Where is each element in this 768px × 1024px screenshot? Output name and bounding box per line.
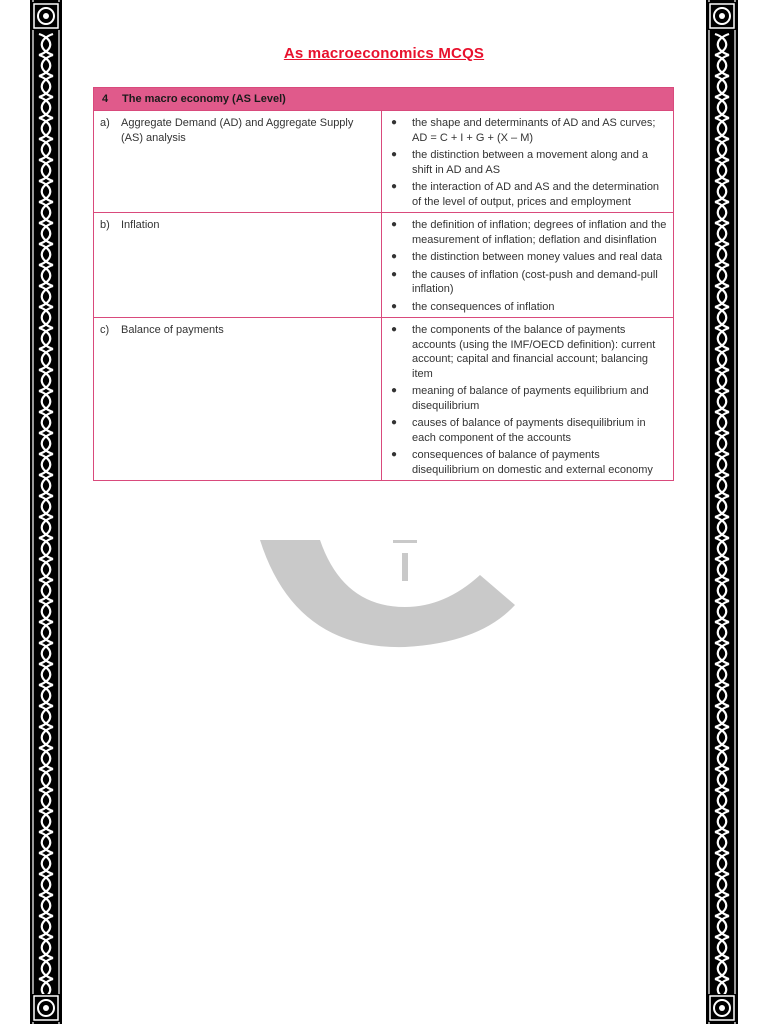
bullet-icon: ● [391, 324, 398, 335]
section-title: The macro economy (AS Level) [122, 93, 286, 105]
bullet-icon: ● [391, 385, 398, 396]
list-item-text: the distinction between money values and real data [412, 251, 663, 263]
topic-cell [94, 318, 382, 481]
list-item [388, 148, 667, 177]
bullet-icon: ● [391, 417, 398, 428]
list-item [388, 268, 667, 297]
points-cell [382, 111, 674, 213]
points-cell [382, 213, 674, 318]
list-item [388, 116, 667, 145]
list-item-text: the definition of inflation; degrees of inflation and the measurement of inflation; deflation and disinflation [412, 219, 667, 246]
list-item [388, 218, 667, 247]
list-item-text: the consequences of inflation [412, 300, 555, 313]
topic-letter: c) [100, 324, 110, 336]
table-row [94, 318, 674, 481]
list-item-text: the interaction of AD and AS and the determination of the level of output, prices and employment [412, 181, 660, 208]
bullet-icon: ● [391, 449, 398, 460]
section-header [94, 88, 674, 111]
right-chain-border [706, 0, 738, 1024]
topic-title: Balance of payments [121, 324, 224, 336]
section-number: 4 [102, 93, 109, 105]
bullet-icon: ● [391, 149, 398, 160]
bullet-icon: ● [391, 181, 398, 192]
topic-letter: a) [100, 117, 110, 129]
bullet-icon: ● [391, 300, 398, 312]
bullet-list [388, 116, 667, 209]
list-item-text: consequences of balance of payments disequilibrium on domestic and external economy [412, 449, 653, 476]
topic-cell [94, 111, 382, 213]
watermark-logo [255, 535, 520, 655]
list-item [388, 448, 667, 477]
topic-title: Inflation [121, 219, 160, 231]
bullet-icon: ● [391, 268, 398, 280]
list-item [388, 250, 667, 265]
table-row [94, 213, 674, 318]
list-item [388, 323, 667, 381]
list-item-text: the shape and determinants of AD and AS curves; AD = C + I + G + (X – M) [412, 117, 656, 144]
table-row [94, 111, 674, 213]
list-item-text: meaning of balance of payments equilibrium and disequilibrium [412, 385, 649, 412]
points-cell [382, 318, 674, 481]
list-item [388, 180, 667, 209]
topic-title: Aggregate Demand (AD) and Aggregate Supply (AS) analysis [121, 117, 354, 144]
topic-letter: b) [100, 219, 110, 231]
list-item-text: the causes of inflation (cost-push and demand-pull inflation) [412, 268, 658, 295]
list-item [388, 384, 667, 413]
list-item [388, 416, 667, 445]
list-item-text: causes of balance of payments disequilibrium in each component of the accounts [412, 417, 646, 444]
page-title: As macroeconomics MCQS [283, 45, 485, 62]
section-header-row [94, 88, 674, 111]
list-item [388, 300, 667, 315]
left-chain-border [30, 0, 62, 1024]
topic-cell [94, 213, 382, 318]
syllabus-table [93, 87, 674, 481]
bullet-icon: ● [391, 117, 398, 128]
bullet-icon: ● [391, 219, 398, 230]
list-item-text: the distinction between a movement along and a shift in AD and AS [412, 149, 649, 176]
bullet-list [388, 218, 667, 314]
list-item-text: the components of the balance of payments accounts (using the IMF/OECD definition): current account; capital and financial account; balancing item [412, 324, 656, 380]
bullet-list [388, 323, 667, 477]
bullet-icon: ● [391, 251, 398, 262]
